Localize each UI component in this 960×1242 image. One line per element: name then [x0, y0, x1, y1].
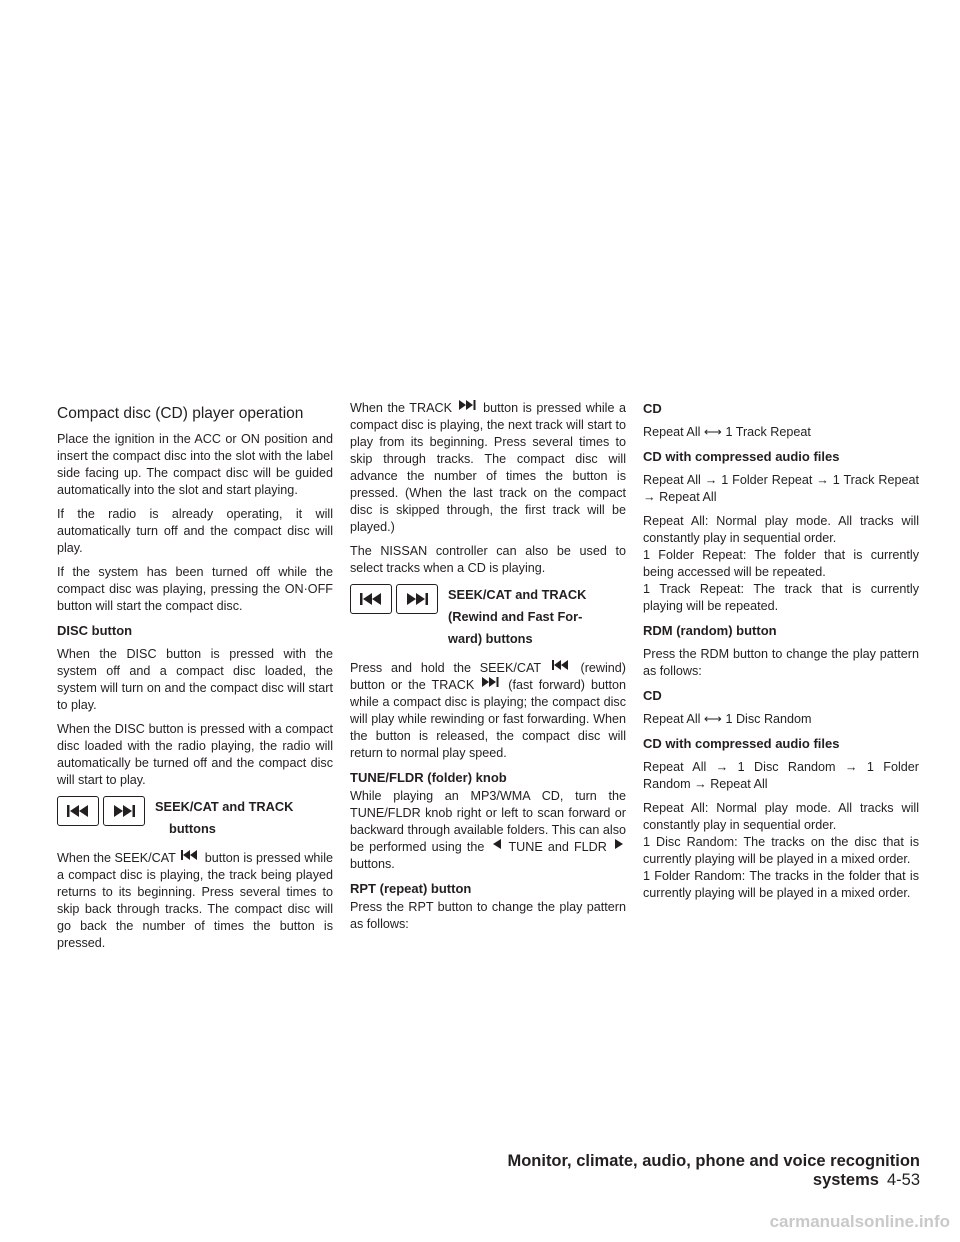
- footer-section-title: Monitor, climate, audio, phone and voice recognition systems: [507, 1152, 920, 1189]
- rpt-button-heading: RPT (repeat) button: [350, 881, 472, 896]
- text-run: (fast forward) button while a compact disc is playing; the compact disc will play while rewinding or fast forwarding. When the button is released, the compact disc will return to normal play speed.: [350, 678, 627, 760]
- paragraph: 1 Disc Random: The tracks on the disc that is currently playing will be played in a mixed order.: [643, 835, 919, 866]
- text-run: When the TRACK: [350, 401, 452, 415]
- label-line: SEEK/CAT and TRACK: [155, 799, 294, 814]
- skip-forward-icon: [404, 592, 430, 606]
- page-number: 4-53: [886, 1171, 920, 1189]
- cd-heading: CD: [643, 401, 662, 416]
- paragraph: If the system has been turned off while the compact disc was playing, pressing the ON·OFF button will start the compact disc.: [57, 565, 333, 613]
- paragraph: The NISSAN controller can also be used to select tracks when a CD is playing.: [350, 544, 626, 575]
- random-pattern-cd: Repeat All ⟷ 1 Disc Random: [643, 712, 812, 726]
- column-1: [57, 400, 333, 959]
- skip-back-icon: [65, 804, 91, 818]
- skip-back-icon: [552, 660, 570, 670]
- text-run: button is pressed while a compact disc is playing, the track being played returns to its beginning. Press several times to skip back through tracks. The compact disc will go back the number of times the button is pressed.: [57, 851, 334, 950]
- text-run: While playing an MP3/WMA CD, turn the TUNE/FLDR knob right or left to scan forward or backward through available folders. This can also be performed using the: [350, 789, 626, 854]
- section-title: Compact disc (CD) player operation: [57, 405, 304, 422]
- text-run: TUNE and FLDR: [508, 840, 607, 854]
- tune-fldr-heading: TUNE/FLDR (folder) knob: [350, 770, 507, 785]
- paragraph: When the DISC button is pressed with a compact disc loaded with the radio playing, the radio will automatically be turned off and the compact disc will start to play.: [57, 722, 333, 787]
- skip-forward-icon: [459, 400, 477, 410]
- label-line: SEEK/CAT and TRACK: [448, 587, 587, 602]
- label-line: (Rewind and Fast For-: [448, 609, 583, 624]
- watermark: carmanualsonline.info: [769, 1212, 950, 1231]
- paragraph: [350, 788, 626, 873]
- repeat-pattern-compressed: Repeat All → 1 Folder Repeat → 1 Track Repeat → Repeat All: [643, 473, 919, 504]
- compressed-audio-heading: CD with compressed audio files: [643, 736, 840, 751]
- triangle-left-icon: [492, 839, 502, 849]
- paragraph: [350, 660, 626, 762]
- paragraph: Press the RDM button to change the play pattern as follows:: [643, 647, 919, 678]
- paragraph: When the DISC button is pressed with the system off and a compact disc loaded, the system will turn on and the compact disc will start to play.: [57, 647, 333, 712]
- skip-back-icon: [181, 850, 199, 860]
- track-button-illustration: [396, 584, 438, 614]
- cd-heading: CD: [643, 688, 662, 703]
- paragraph: [350, 400, 626, 536]
- column-3: [643, 400, 919, 902]
- compressed-audio-heading: CD with compressed audio files: [643, 449, 840, 464]
- skip-forward-icon: [111, 804, 137, 818]
- paragraph: [57, 850, 333, 952]
- triangle-right-icon: [614, 839, 624, 849]
- button-figure-label: [155, 796, 293, 840]
- text-run: Press and hold the SEEK/CAT: [350, 661, 541, 675]
- disc-button-heading: DISC button: [57, 623, 133, 638]
- column-2: [350, 400, 626, 940]
- rdm-button-heading: RDM (random) button: [643, 623, 777, 638]
- paragraph: 1 Folder Repeat: The folder that is currently being accessed will be repeated.: [643, 548, 919, 579]
- paragraph: 1 Folder Random: The tracks in the folder that is currently playing will be played in a mixed order.: [643, 869, 919, 900]
- paragraph: Repeat All: Normal play mode. All tracks will constantly play in sequential order.: [643, 514, 919, 545]
- text-run: button is pressed while a compact disc is playing, the next track will start to play from its beginning. Press several times to skip through tracks. The compact disc will advance the number of times the button is pressed. (When the last track on the compact disc is skipped through, the first track will be played.): [350, 401, 627, 534]
- text-run: When the SEEK/CAT: [57, 851, 176, 865]
- rewind-fastforward-button-figure: [350, 584, 626, 650]
- paragraph: 1 Track Repeat: The track that is currently playing will be repeated.: [643, 582, 919, 613]
- track-button-illustration: [103, 796, 145, 826]
- button-figure-label: [448, 584, 586, 650]
- label-line: buttons: [169, 821, 216, 836]
- paragraph: Place the ignition in the ACC or ON position and insert the compact disc into the slot with the label side facing up. The compact disc will be guided automatically into the slot and start playing.: [57, 432, 333, 497]
- random-pattern-compressed: Repeat All → 1 Disc Random → 1 Folder Random → Repeat All: [643, 760, 919, 791]
- seek-cat-button-illustration: [57, 796, 99, 826]
- seek-track-button-figure: [57, 796, 333, 840]
- skip-back-icon: [358, 592, 384, 606]
- text-run: (rewind) button or the TRACK: [350, 661, 627, 692]
- label-line: ward) buttons: [448, 631, 533, 646]
- repeat-pattern-cd: Repeat All ⟷ 1 Track Repeat: [643, 425, 811, 439]
- seek-cat-button-illustration: [350, 584, 392, 614]
- page-footer: [420, 1152, 920, 1190]
- paragraph: Press the RPT button to change the play pattern as follows:: [350, 900, 626, 931]
- text-run: buttons.: [350, 857, 395, 871]
- paragraph: Repeat All: Normal play mode. All tracks will constantly play in sequential order.: [643, 801, 919, 832]
- paragraph: If the radio is already operating, it will automatically turn off and the compact disc will play.: [57, 507, 333, 555]
- skip-forward-icon: [482, 677, 500, 687]
